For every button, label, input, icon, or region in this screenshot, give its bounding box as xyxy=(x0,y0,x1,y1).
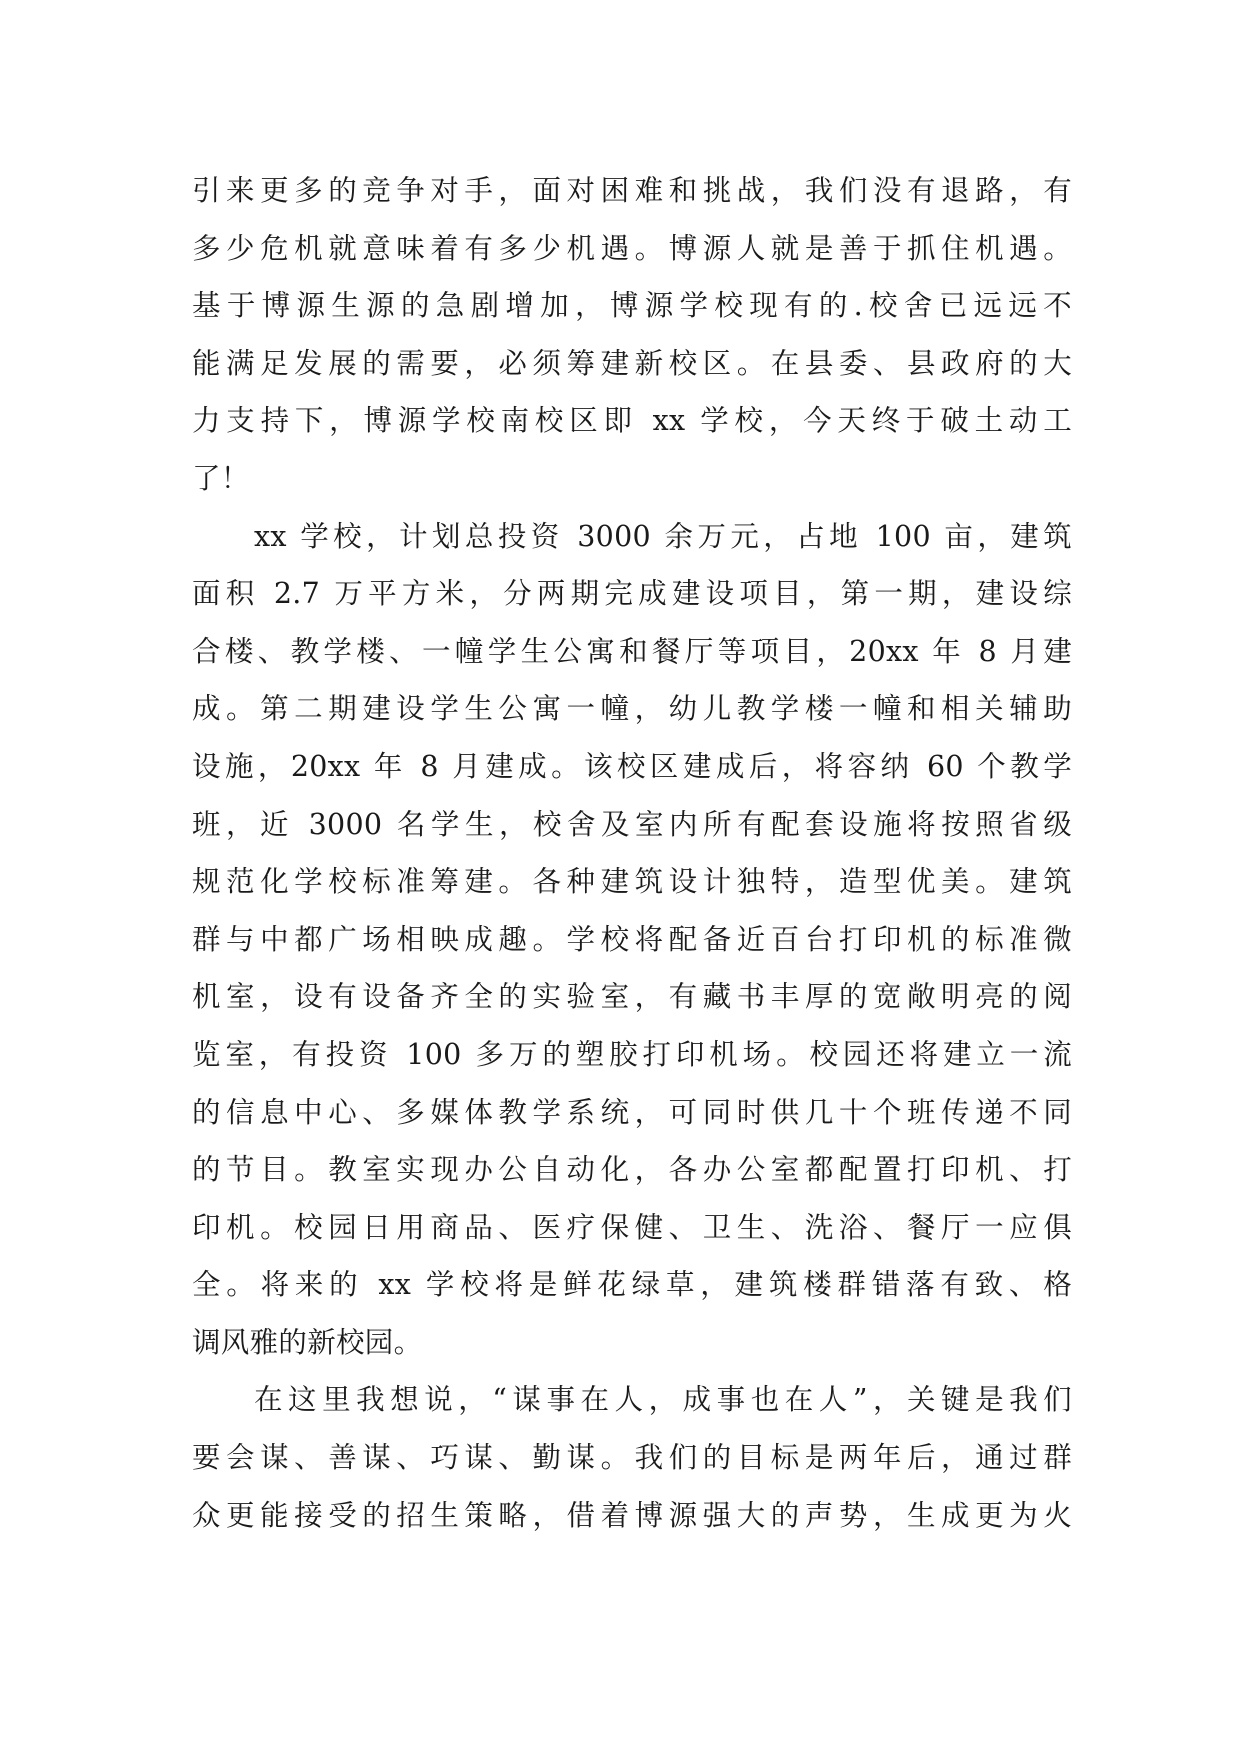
paragraph-1 xyxy=(192,162,1072,508)
text-line: 成。第二期建设学生公寓一幢，幼儿教学楼一幢和相关辅助 xyxy=(192,692,1072,726)
text-line: 能满足发展的需要，必须筹建新校区。在县委、县政府的大 xyxy=(192,346,1072,380)
text-line: 规范化学校标准筹建。各种建筑设计独特，造型优美。建筑 xyxy=(192,865,1072,899)
text-line: 众更能接受的招生策略，借着博源强大的声势，生成更为火 xyxy=(192,1498,1072,1532)
text-line: 要会谋、善谋、巧谋、勤谋。我们的目标是两年后，通过群 xyxy=(192,1441,1072,1475)
text-line: 班，近 3000 名学生，校舍及室内所有配套设施将按照省级 xyxy=(192,807,1072,841)
text-line: 面积 2.7 万平方米，分两期完成建设项目，第一期，建设综 xyxy=(192,577,1072,611)
paragraph-2 xyxy=(192,508,1072,1372)
paragraph-3 xyxy=(192,1371,1072,1544)
text-line: 基于博源生源的急剧增加，博源学校现有的.校舍已远远不 xyxy=(192,289,1072,323)
text-line: 印机。校园日用商品、医疗保健、卫生、洗浴、餐厅一应俱 xyxy=(192,1210,1072,1244)
text-line: 的信息中心、多媒体教学系统，可同时供几十个班传递不同 xyxy=(192,1095,1072,1129)
text-line: 在这里我想说，“谋事在人，成事也在人”，关键是我们 xyxy=(254,1383,1072,1417)
text-line: 调风雅的新校园。 xyxy=(192,1325,423,1359)
body-text xyxy=(192,162,1072,1544)
text-line: 引来更多的竞争对手，面对困难和挑战，我们没有退路，有 xyxy=(192,174,1072,207)
text-line: 多少危机就意味着有多少机遇。博源人就是善于抓住机遇。 xyxy=(192,231,1072,265)
text-line: 全。将来的 xx 学校将是鲜花绿草，建筑楼群错落有致、格 xyxy=(192,1268,1072,1302)
text-line: 览室，有投资 100 多万的塑胶打印机场。校园还将建立一流 xyxy=(192,1037,1072,1071)
text-line: 的节目。教室实现办公自动化，各办公室都配置打印机、打 xyxy=(192,1153,1072,1187)
text-line: 了！ xyxy=(192,461,250,495)
text-line: 合楼、教学楼、一幢学生公寓和餐厅等项目，20xx 年 8 月建 xyxy=(192,634,1072,668)
text-line: 设施，20xx 年 8 月建成。该校区建成后，将容纳 60 个教学 xyxy=(192,749,1072,783)
text-line: xx 学校，计划总投资 3000 余万元，占地 100 亩，建筑 xyxy=(254,519,1072,553)
text-line: 力支持下，博源学校南校区即 xx 学校，今天终于破土动工 xyxy=(192,404,1072,438)
text-line: 群与中都广场相映成趣。学校将配备近百台打印机的标准微 xyxy=(192,922,1072,956)
text-line: 机室，设有设备齐全的实验室，有藏书丰厚的宽敞明亮的阅 xyxy=(192,980,1072,1014)
